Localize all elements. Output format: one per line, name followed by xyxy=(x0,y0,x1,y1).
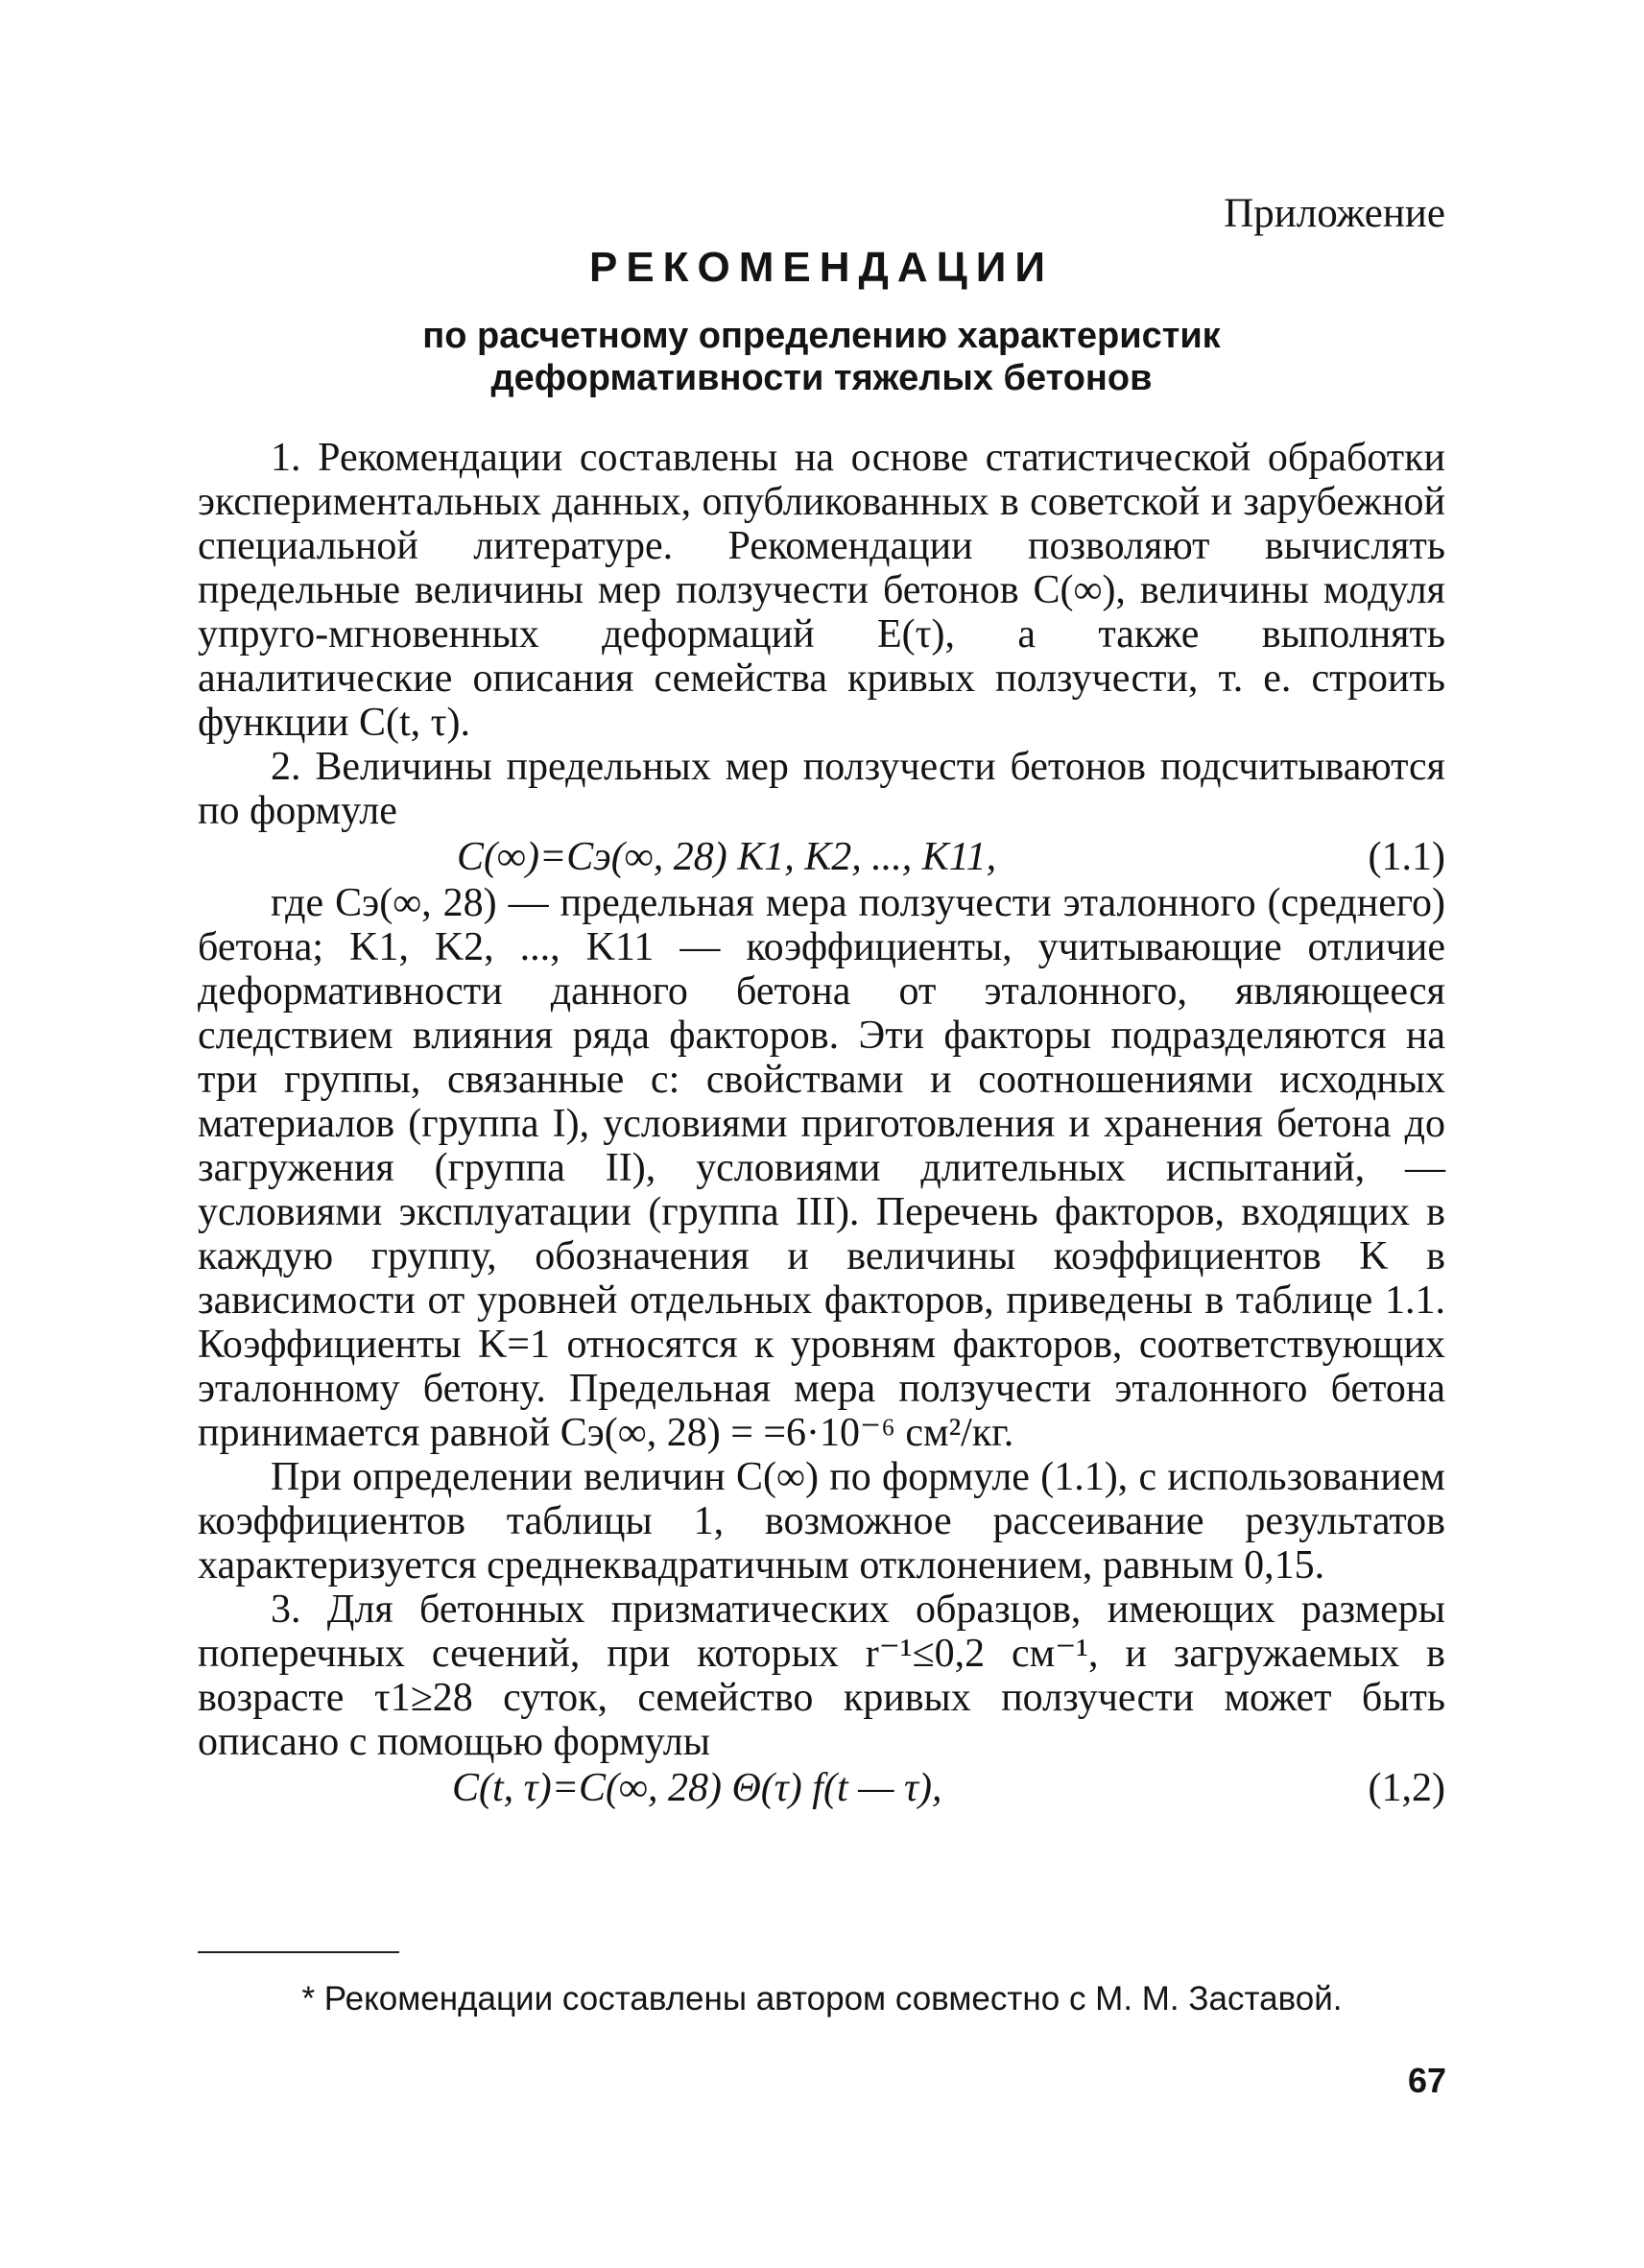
page-number: 67 xyxy=(1407,2061,1446,2100)
subtitle-line-1: по расчетному определению характеристик xyxy=(422,316,1221,356)
paragraph-3: где Cэ(∞, 28) — предельная мера ползучести эталонного (среднего) бетона; K1, K2, ..., K11 — коэффициенты, учитывающие отличие деформативности данного бетона от эталонного, являющееся следствием влияния ряда факторов. Эти факторы подразделяются на три группы, связанные с: свойствами и соотношениями исходных материалов (группа I), условиями приготовления и хранения бетона до загружения (группа II), условиями длительных испытаний, — условиями эксплуатации (группа III). Перечень факторов, входящих в каждую группу, обозначения и величины коэффициентов K в зависимости от уровней отдельных факторов, приведены в таблице 1.1. Коэффициенты K=1 относятся к уровням факторов, соответствующих эталонному бетону. Предельная мера ползучести эталонного бетона принимается равной Cэ(∞, 28) = =6·10⁻⁶ см²/кг. xyxy=(198,881,1445,1455)
subtitle-line-2: деформативности тяжелых бетонов xyxy=(490,358,1153,398)
paragraph-2: 2. Величины предельных мер ползучести бетонов подсчитываются по формуле xyxy=(198,745,1445,833)
main-content xyxy=(198,192,1445,1812)
footnote-separator xyxy=(198,1951,399,1953)
paragraph-5: 3. Для бетонных призматических образцов, имеющих размеры поперечных сечений, при которых r⁻¹≤0,2 см⁻¹, и загружаемых в возрасте τ1≥28 суток, семейство кривых ползучести может быть описано с помощью формулы xyxy=(198,1588,1445,1764)
paragraph-1: 1. Рекомендации составлены на основе статистической обработки экспериментальных данных, опубликованных в советской и зарубежной специальной литературе. Рекомендации позволяют вычислять предельные величины мер ползучести бетонов C(∞), величины модуля упруго-мгновенных деформаций E(τ), а также выполнять аналитические описания семейства кривых ползучести, т. е. строить функции C(t, τ). xyxy=(198,436,1445,745)
page-subtitle xyxy=(198,315,1445,399)
paragraph-4: При определении величин C(∞) по формуле (1.1), с использованием коэффициентов таблицы 1, возможное рассеивание результатов характеризуется среднеквадратичным отклонением, равным 0,15. xyxy=(198,1455,1445,1588)
page-title: РЕКОМЕНДАЦИИ xyxy=(588,244,1055,291)
formula-1-2-number: (1,2) xyxy=(1368,1766,1445,1810)
footnote: * Рекомендации составлены автором совместно с М. М. Заставой. xyxy=(301,1980,1343,2017)
appendix-label: Приложение xyxy=(1224,191,1445,236)
formula-1-2-expression: C(t, τ)=C(∞, 28) Θ(τ) f(t — τ), xyxy=(452,1766,942,1810)
formula-1-2 xyxy=(198,1766,1445,1810)
formula-1-1 xyxy=(198,835,1445,879)
formula-1-1-expression: C(∞)=Cэ(∞, 28) K1, K2, ..., K11, xyxy=(457,835,997,879)
formula-1-1-number: (1.1) xyxy=(1368,835,1445,879)
